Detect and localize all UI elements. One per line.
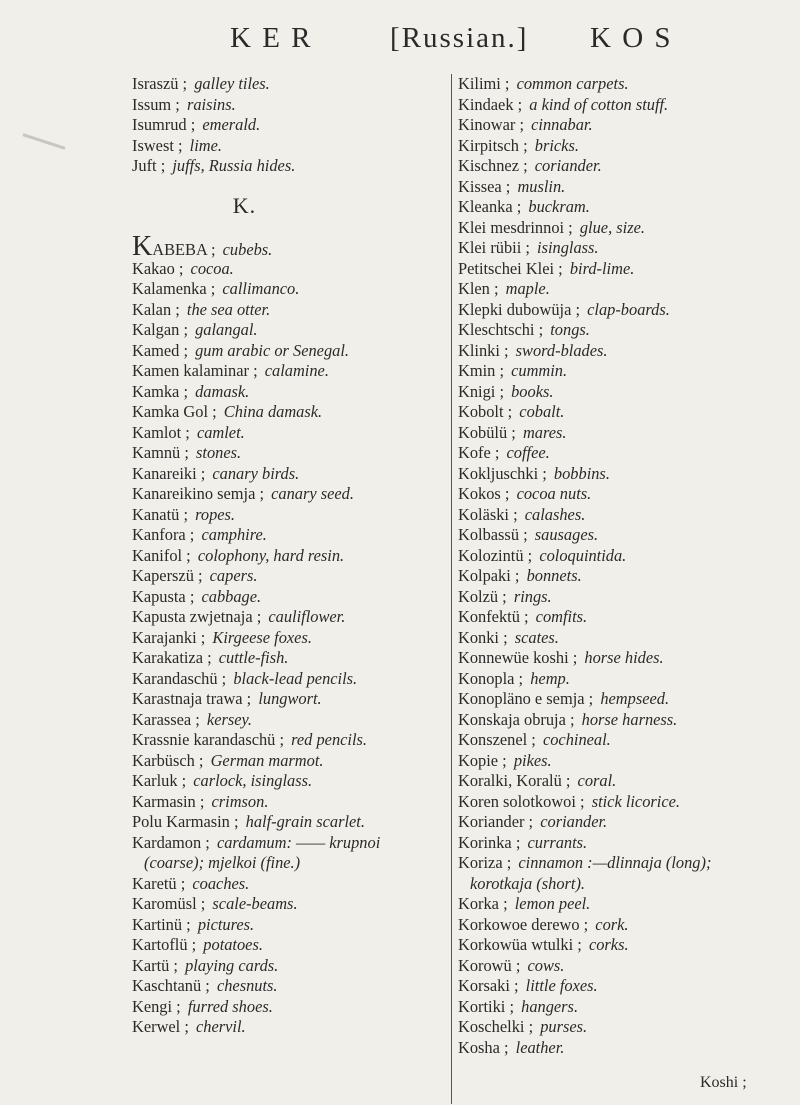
english-gloss: coffee. bbox=[506, 443, 550, 462]
dictionary-entry: Kischnez ; coriander. bbox=[458, 156, 602, 175]
english-gloss: scates. bbox=[514, 627, 559, 647]
dictionary-entry: Kopie ; pikes. bbox=[458, 750, 552, 770]
english-gloss: camphire. bbox=[201, 525, 267, 544]
dictionary-entry: Kanareikino semja ; canary seed. bbox=[132, 484, 354, 503]
english-gloss: pictures. bbox=[197, 914, 255, 934]
russian-term: Karbüsch bbox=[132, 750, 195, 770]
english-gloss: rings. bbox=[513, 586, 552, 606]
english-gloss: coral. bbox=[577, 771, 617, 790]
dictionary-entry: Knigi ; books. bbox=[458, 381, 554, 401]
english-gloss: hangers. bbox=[521, 996, 579, 1016]
dictionary-entry: Koren solotkowoi ; stick licorice. bbox=[458, 791, 680, 811]
dictionary-entry: Kamka ; damask. bbox=[132, 381, 250, 401]
russian-term: Kanareiki bbox=[132, 463, 197, 483]
russian-term: Klei rübii bbox=[458, 238, 522, 257]
dictionary-entry: Karomüsl ; scale-beams. bbox=[132, 894, 298, 913]
russian-term: Karetü bbox=[132, 873, 177, 893]
dictionary-entry: Kokos ; cocoa nuts. bbox=[458, 484, 592, 503]
russian-term: Korowü bbox=[458, 955, 512, 975]
dictionary-entry: Kalgan ; galangal. bbox=[132, 320, 258, 339]
russian-term: Polu Karmasin bbox=[132, 812, 230, 831]
dictionary-entry: Korsaki ; little foxes. bbox=[458, 976, 598, 995]
dictionary-entry: Kapusta zwjetnaja ; cauliflower. bbox=[132, 607, 346, 626]
russian-term: Karastnaja trawa bbox=[132, 689, 243, 708]
english-gloss: cinnabar. bbox=[531, 115, 593, 134]
catchword: Koshi ; bbox=[700, 1074, 747, 1091]
russian-term: Kengi bbox=[132, 996, 173, 1016]
dictionary-entry: Karbüsch ; German marmot. bbox=[132, 750, 324, 770]
dictionary-entry: Konskaja obruja ; horse harness. bbox=[458, 709, 678, 729]
russian-term: Konopla bbox=[458, 668, 515, 688]
dictionary-entry: Kerwel ; chervil. bbox=[132, 1017, 246, 1036]
russian-term: Kapusta zwjetnaja bbox=[132, 607, 253, 626]
english-gloss: hempseed. bbox=[600, 689, 670, 708]
dictionary-entry: Korka ; lemon peel. bbox=[458, 894, 591, 913]
first-k-english: cubebs. bbox=[222, 239, 273, 259]
dictionary-entry: Kolozintü ; coloquintida. bbox=[458, 545, 627, 565]
english-gloss: maple. bbox=[505, 279, 550, 298]
dictionary-entry: Polu Karmasin ; half-grain scarlet. bbox=[132, 812, 365, 831]
dictionary-entry: Korowü ; cows. bbox=[458, 955, 565, 975]
dictionary-entry: Karakatiza ; cuttle-fish. bbox=[132, 648, 289, 667]
russian-term: Kamlot bbox=[132, 422, 182, 442]
dictionary-entry: Karajanki ; Kirgeese foxes. bbox=[132, 627, 312, 647]
russian-term: Kobolt bbox=[458, 402, 504, 421]
english-gloss: canary seed. bbox=[271, 484, 354, 503]
english-gloss: the sea otter. bbox=[186, 299, 271, 319]
russian-term: Knigi bbox=[458, 381, 496, 401]
russian-term: Kaperszü bbox=[132, 566, 194, 585]
dictionary-entry: Karastnaja trawa ; lungwort. bbox=[132, 689, 322, 708]
english-gloss: emerald. bbox=[202, 115, 261, 134]
column-divider bbox=[451, 74, 452, 1104]
russian-term: Kortiki bbox=[458, 996, 506, 1016]
dictionary-entry: Kobülü ; mares. bbox=[458, 422, 567, 442]
russian-term: Koriza bbox=[458, 853, 503, 872]
russian-term: Kapusta bbox=[132, 586, 186, 606]
english-gloss: purses. bbox=[540, 1017, 588, 1036]
english-gloss: cows. bbox=[527, 955, 565, 975]
dictionary-entry: Kosha ; leather. bbox=[458, 1037, 565, 1057]
russian-term: Karakatiza bbox=[132, 648, 203, 667]
dictionary-entry: Kamen kalaminar ; calamine. bbox=[132, 361, 329, 380]
dictionary-entry: Kakao ; cocoa. bbox=[132, 258, 234, 278]
english-gloss: a kind of cotton stuff. bbox=[529, 94, 669, 114]
russian-term: Kobülü bbox=[458, 422, 508, 442]
english-gloss: cinnamon :—dlinnaja (long); bbox=[518, 853, 712, 872]
russian-term: Karandaschü bbox=[132, 668, 218, 688]
russian-term: Koriander bbox=[458, 812, 525, 831]
english-gloss: calamine. bbox=[264, 361, 329, 380]
page-stain bbox=[23, 133, 66, 149]
russian-term: Konfektü bbox=[458, 607, 520, 626]
english-gloss: bird-lime. bbox=[569, 258, 635, 278]
english-gloss: cochineal. bbox=[542, 730, 611, 749]
russian-term: Kamka bbox=[132, 381, 180, 401]
russian-term: Klepki dubowüja bbox=[458, 299, 572, 319]
russian-term: Kartinü bbox=[132, 914, 183, 934]
dictionary-entry: Kamnü ; stones. bbox=[132, 443, 242, 462]
english-gloss: stones. bbox=[196, 443, 242, 462]
dictionary-entry: Kapusta ; cabbage. bbox=[132, 586, 262, 606]
dictionary-entry: Kardamon ; cardamum: —— krupnoi bbox=[132, 832, 381, 852]
english-gloss: ropes. bbox=[195, 504, 236, 524]
english-gloss: clap-boards. bbox=[587, 299, 670, 319]
english-gloss: carlock, isinglass. bbox=[193, 771, 313, 790]
russian-term: Klinki bbox=[458, 340, 500, 360]
russian-term: Karassea bbox=[132, 709, 192, 729]
english-gloss: cummin. bbox=[511, 361, 568, 380]
dictionary-entry: Kengi ; furred shoes. bbox=[132, 996, 273, 1016]
dictionary-entry: Kolzü ; rings. bbox=[458, 586, 552, 606]
english-gloss: calashes. bbox=[524, 504, 586, 524]
english-gloss: scale-beams. bbox=[212, 894, 298, 913]
english-gloss: potatoes. bbox=[203, 935, 263, 954]
english-gloss: sword-blades. bbox=[515, 340, 608, 360]
dictionary-entry: Kartinü ; pictures. bbox=[132, 914, 255, 934]
english-gloss: korotkaja (short). bbox=[470, 873, 586, 893]
russian-term: Korka bbox=[458, 894, 499, 913]
russian-term: Karomüsl bbox=[132, 894, 197, 913]
russian-term: Korinka bbox=[458, 832, 512, 852]
russian-term: Kanareikino semja bbox=[132, 484, 256, 503]
english-gloss: kersey. bbox=[206, 709, 252, 729]
first-k-entry: KABEBA ; cubebs. bbox=[132, 230, 273, 262]
russian-term: Koschelki bbox=[458, 1017, 525, 1036]
english-gloss: cuttle-fish. bbox=[218, 648, 289, 667]
russian-term: Korkowoe derewo bbox=[458, 914, 580, 934]
russian-term: Koralki, Koralü bbox=[458, 771, 562, 790]
dictionary-entry: Kamka Gol ; China damask. bbox=[132, 402, 323, 421]
english-gloss: German marmot. bbox=[210, 750, 324, 770]
dictionary-entry: Korinka ; currants. bbox=[458, 832, 588, 852]
russian-term: Kartoflü bbox=[132, 935, 188, 954]
english-gloss: cauliflower. bbox=[268, 607, 346, 626]
dictionary-entry: Konopla ; hemp. bbox=[458, 668, 570, 688]
english-gloss: coriander. bbox=[534, 156, 602, 175]
dictionary-entry: Klepki dubowüja ; clap-boards. bbox=[458, 299, 670, 319]
russian-term: Karajanki bbox=[132, 627, 197, 647]
russian-term: Krassnie karandaschü bbox=[132, 730, 276, 749]
english-gloss: pikes. bbox=[513, 750, 552, 770]
english-gloss: bobbins. bbox=[553, 463, 610, 483]
russian-term: Konopläno e semja bbox=[458, 689, 585, 708]
dictionary-entry: Koriander ; coriander. bbox=[458, 812, 608, 831]
dictionary-entry: Karluk ; carlock, isinglass. bbox=[132, 771, 313, 790]
left-column bbox=[132, 74, 447, 1038]
dictionary-entry: Kleschtschi ; tongs. bbox=[458, 320, 590, 339]
russian-term: Iswest bbox=[132, 135, 174, 155]
english-gloss: lungwort. bbox=[258, 689, 322, 708]
english-gloss: coloquintida. bbox=[539, 545, 627, 565]
dictionary-entry: Kamlot ; camlet. bbox=[132, 422, 245, 442]
english-gloss: little foxes. bbox=[525, 976, 598, 995]
english-gloss: hemp. bbox=[530, 668, 570, 688]
dictionary-entry: Krassnie karandaschü ; red pencils. bbox=[132, 730, 368, 749]
section-letter: K. bbox=[232, 192, 257, 218]
english-gloss: sausages. bbox=[534, 525, 599, 544]
russian-term: Kartü bbox=[132, 955, 170, 975]
russian-term: Kilimi bbox=[458, 74, 501, 93]
dictionary-entry: Karandaschü ; black-lead pencils. bbox=[132, 668, 358, 688]
russian-term: Kalgan bbox=[132, 320, 180, 339]
dictionary-entry: Klen ; maple. bbox=[458, 279, 550, 298]
header-left: K E R bbox=[230, 22, 313, 54]
english-gloss: common carpets. bbox=[516, 74, 629, 93]
russian-term: Kleschtschi bbox=[458, 320, 535, 339]
russian-term: Kinowar bbox=[458, 115, 516, 134]
english-gloss: gum arabic or Senegal. bbox=[195, 340, 349, 360]
russian-term: Konszenel bbox=[458, 730, 528, 749]
english-gloss: damask. bbox=[195, 381, 250, 401]
dictionary-entry: Kalamenka ; callimanco. bbox=[132, 279, 300, 298]
russian-term: Koren solotkowoi bbox=[458, 791, 576, 811]
dictionary-entry: Kolpaki ; bonnets. bbox=[458, 566, 582, 585]
dictionary-entry: Konszenel ; cochineal. bbox=[458, 730, 611, 749]
dictionary-entry: Koralki, Koralü ; coral. bbox=[458, 771, 617, 790]
english-gloss: isinglass. bbox=[537, 238, 599, 257]
english-gloss: glue, size. bbox=[579, 217, 645, 237]
english-gloss: currants. bbox=[527, 832, 588, 852]
english-gloss: playing cards. bbox=[185, 955, 279, 975]
russian-term: Konki bbox=[458, 627, 499, 647]
english-gloss: red pencils. bbox=[291, 730, 368, 749]
russian-term: Kofe bbox=[458, 443, 491, 462]
russian-term: Kleanka bbox=[458, 197, 513, 216]
dictionary-entry: Kaperszü ; capers. bbox=[132, 566, 258, 585]
dictionary-entry: Karassea ; kersey. bbox=[132, 709, 252, 729]
dictionary-entry: Kindaek ; a kind of cotton stuff. bbox=[458, 94, 669, 114]
russian-term: Kopie bbox=[458, 750, 499, 770]
russian-term: Kakao bbox=[132, 258, 175, 278]
dictionary-entry: Karmasin ; crimson. bbox=[132, 791, 269, 811]
russian-term: Kolzü bbox=[458, 586, 499, 606]
dictionary-entry: Konnewüe koshi ; horse hides. bbox=[458, 648, 664, 667]
russian-term: Korkowüa wtulki bbox=[458, 935, 574, 954]
english-gloss: callimanco. bbox=[222, 279, 300, 298]
right-column bbox=[458, 74, 758, 1058]
dictionary-entry: Kanifol ; colophony, hard resin. bbox=[132, 545, 345, 565]
dictionary-entry: Karetü ; coaches. bbox=[132, 873, 250, 893]
english-gloss: tongs. bbox=[550, 320, 590, 339]
dictionary-entry: Kanatü ; ropes. bbox=[132, 504, 236, 524]
russian-term: Kalamenka bbox=[132, 279, 207, 298]
english-gloss: bonnets. bbox=[526, 566, 582, 585]
dictionary-entry: Kalan ; the sea otter. bbox=[132, 299, 271, 319]
russian-term: Kamka Gol bbox=[132, 402, 209, 421]
english-gloss: muslin. bbox=[517, 176, 566, 196]
dictionary-entry: Kamed ; gum arabic or Senegal. bbox=[132, 340, 349, 360]
russian-term: Klen bbox=[458, 279, 490, 298]
english-gloss: coaches. bbox=[192, 873, 250, 893]
english-gloss: Kirgeese foxes. bbox=[212, 627, 312, 647]
english-gloss: cardamum: —— krupnoi bbox=[216, 832, 381, 852]
dictionary-entry: Kanareiki ; canary birds. bbox=[132, 463, 300, 483]
dictionary-entry: Kofe ; coffee. bbox=[458, 443, 550, 462]
english-gloss: bricks. bbox=[534, 135, 579, 155]
dictionary-entry: Iswest ; lime. bbox=[132, 135, 222, 155]
english-gloss: mares. bbox=[522, 422, 567, 442]
russian-term: Kischnez bbox=[458, 156, 519, 175]
dictionary-entry: Konopläno e semja ; hempseed. bbox=[458, 689, 670, 708]
russian-term: Kanfora bbox=[132, 525, 186, 544]
russian-term: Kerwel bbox=[132, 1017, 181, 1036]
russian-term: Kolbassü bbox=[458, 525, 520, 544]
dictionary-entry: Klei mesdrinnoi ; glue, size. bbox=[458, 217, 645, 237]
english-gloss: cabbage. bbox=[201, 586, 262, 606]
dictionary-entry: Korkowoe derewo ; cork. bbox=[458, 914, 629, 934]
english-gloss: galley tiles. bbox=[194, 74, 270, 93]
russian-term: Kamen kalaminar bbox=[132, 361, 249, 380]
english-gloss: black-lead pencils. bbox=[233, 668, 358, 688]
russian-term: Kalan bbox=[132, 299, 172, 319]
english-gloss: raisins. bbox=[186, 94, 236, 114]
english-gloss: comfits. bbox=[535, 607, 588, 626]
english-gloss: leather. bbox=[515, 1037, 565, 1057]
english-gloss: chesnuts. bbox=[216, 976, 278, 995]
russian-term: Juft bbox=[132, 156, 157, 175]
drop-initial: K bbox=[132, 230, 153, 262]
russian-term: Kamed bbox=[132, 340, 180, 360]
page-header bbox=[0, 22, 800, 62]
dictionary-entry: Koläski ; calashes. bbox=[458, 504, 586, 524]
dictionary-entry: Konfektü ; comfits. bbox=[458, 607, 588, 626]
russian-term: Koläski bbox=[458, 504, 509, 524]
english-gloss: corks. bbox=[588, 935, 629, 954]
dictionary-entry: Kirpitsch ; bricks. bbox=[458, 135, 579, 155]
english-gloss: colophony, hard resin. bbox=[197, 545, 345, 565]
dictionary-entry: Kissea ; muslin. bbox=[458, 176, 566, 196]
russian-term: Petitschei Klei bbox=[458, 258, 555, 278]
dictionary-entry: Kanfora ; camphire. bbox=[132, 525, 267, 544]
dictionary-entry: Kmin ; cummin. bbox=[458, 361, 568, 380]
english-gloss: juffs, Russia hides. bbox=[172, 156, 296, 175]
russian-term: Israszü bbox=[132, 74, 179, 93]
english-gloss: furred shoes. bbox=[187, 996, 273, 1016]
dictionary-entry: Issum ; raisins. bbox=[132, 94, 236, 114]
english-gloss: camlet. bbox=[196, 422, 245, 442]
russian-term: Konnewüe koshi bbox=[458, 648, 569, 667]
dictionary-entry: Kolbassü ; sausages. bbox=[458, 525, 599, 544]
english-gloss: crimson. bbox=[211, 791, 269, 811]
dictionary-entry: Isumrud ; emerald. bbox=[132, 115, 261, 134]
russian-term: Kolpaki bbox=[458, 566, 511, 585]
russian-term: Kokos bbox=[458, 484, 501, 503]
russian-term: Kokljuschki bbox=[458, 463, 539, 483]
english-gloss: China damask. bbox=[223, 402, 323, 421]
russian-term: Kanatü bbox=[132, 504, 180, 524]
header-right: K O S bbox=[590, 22, 673, 54]
english-gloss: buckram. bbox=[528, 197, 590, 216]
russian-term: Kindaek bbox=[458, 94, 514, 114]
dictionary-entry: Koschelki ; purses. bbox=[458, 1017, 588, 1036]
dictionary-entry bbox=[132, 853, 447, 874]
dictionary-entry: Kinowar ; cinnabar. bbox=[458, 115, 593, 134]
russian-term: Issum bbox=[132, 94, 172, 114]
dictionary-entry: Kobolt ; cobalt. bbox=[458, 402, 565, 421]
english-gloss: capers. bbox=[209, 566, 258, 585]
russian-term: Kosha bbox=[458, 1037, 500, 1057]
russian-term: Kissea bbox=[458, 176, 502, 196]
russian-term: Kirpitsch bbox=[458, 135, 520, 155]
dictionary-entry bbox=[458, 874, 758, 895]
russian-term: Klei mesdrinnoi bbox=[458, 217, 565, 237]
english-gloss: coriander. bbox=[540, 812, 608, 831]
russian-term: Karluk bbox=[132, 771, 178, 790]
russian-term: Kmin bbox=[458, 361, 496, 380]
russian-term: Korsaki bbox=[458, 976, 510, 995]
english-gloss: (coarse); mjelkoi (fine.) bbox=[144, 853, 301, 872]
dictionary-entry: Kartü ; playing cards. bbox=[132, 955, 279, 975]
english-gloss: galangal. bbox=[195, 320, 258, 339]
header-center: [Russian.] bbox=[390, 22, 529, 54]
russian-term: Kolozintü bbox=[458, 545, 524, 565]
russian-term: Konskaja obruja bbox=[458, 709, 566, 729]
dictionary-entry: Kartoflü ; potatoes. bbox=[132, 935, 263, 954]
dictionary-entry: Kortiki ; hangers. bbox=[458, 996, 579, 1016]
dictionary-entry: Petitschei Klei ; bird-lime. bbox=[458, 258, 635, 278]
russian-term: Kanifol bbox=[132, 545, 183, 565]
english-gloss: chervil. bbox=[196, 1017, 246, 1036]
russian-term: Kardamon bbox=[132, 832, 202, 852]
dictionary-entry: Konki ; scates. bbox=[458, 627, 559, 647]
english-gloss: horse harness. bbox=[581, 709, 678, 729]
english-gloss: books. bbox=[511, 381, 554, 401]
dictionary-entry: Koriza ; cinnamon :—dlinnaja (long); bbox=[458, 853, 712, 872]
english-gloss: stick licorice. bbox=[591, 791, 680, 811]
dictionary-entry: Juft ; juffs, Russia hides. bbox=[132, 156, 296, 175]
english-gloss: lemon peel. bbox=[514, 894, 591, 913]
russian-term: Isumrud bbox=[132, 115, 187, 134]
english-gloss: cocoa. bbox=[190, 258, 234, 278]
english-gloss: lime. bbox=[189, 135, 222, 155]
english-gloss: horse hides. bbox=[584, 648, 664, 667]
dictionary-entry: Kleanka ; buckram. bbox=[458, 197, 590, 216]
dictionary-entry: Klinki ; sword-blades. bbox=[458, 340, 608, 360]
english-gloss: cork. bbox=[595, 914, 629, 934]
dictionary-entry: Israszü ; galley tiles. bbox=[132, 74, 270, 93]
russian-term: Kaschtanü bbox=[132, 976, 202, 995]
english-gloss: half-grain scarlet. bbox=[245, 812, 365, 831]
english-gloss: canary birds. bbox=[212, 463, 300, 483]
russian-term: Karmasin bbox=[132, 791, 196, 811]
first-k-rest: ABEBA bbox=[152, 239, 207, 259]
english-gloss: cobalt. bbox=[519, 402, 565, 421]
dictionary-entry: Kokljuschki ; bobbins. bbox=[458, 463, 610, 483]
dictionary-entry: Kilimi ; common carpets. bbox=[458, 74, 629, 93]
english-gloss: cocoa nuts. bbox=[516, 484, 592, 503]
dictionary-entry: Klei rübii ; isinglass. bbox=[458, 238, 599, 257]
dictionary-entry: Kaschtanü ; chesnuts. bbox=[132, 976, 278, 995]
dictionary-entry: Korkowüa wtulki ; corks. bbox=[458, 935, 629, 954]
russian-term: Kamnü bbox=[132, 443, 181, 462]
